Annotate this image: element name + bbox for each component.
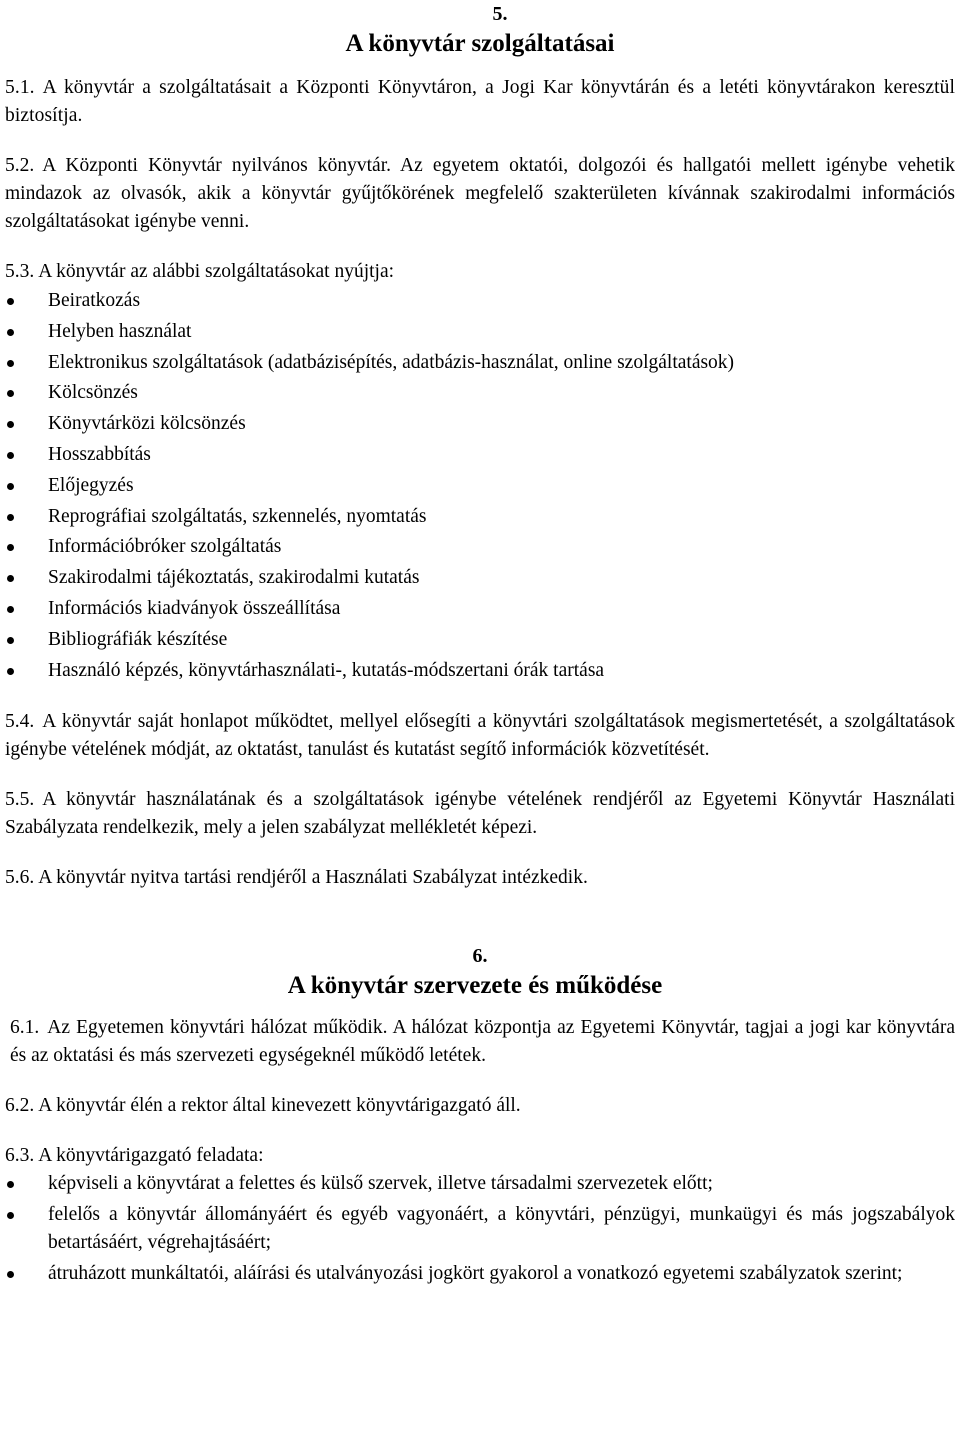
bullet-icon: [7, 668, 14, 675]
list-item: Kölcsönzés: [5, 378, 955, 409]
bullet-icon: [7, 298, 14, 305]
paragraph-5-2: [5, 152, 955, 236]
paragraph-6-3: [5, 1142, 955, 1170]
list-item: átruházott munkáltatói, aláírási és utalványozási jogkört gyakorol a vonatkozó egyetemi szabályzatok szerint;: [5, 1260, 955, 1289]
paragraph-number: 5.3.: [5, 261, 35, 282]
list-item: Használó képzés, könyvtárhasználati-, kutatás-módszertani órák tartása: [5, 656, 955, 687]
bullet-icon: [7, 1212, 14, 1219]
paragraph-text: A könyvtár élén a rektor által kinevezett könyvtárigazgató áll.: [38, 1095, 521, 1117]
list-item: Szakirodalmi tájékoztatás, szakirodalmi kutatás: [5, 563, 955, 594]
bullet-icon: [7, 421, 14, 428]
list-item: Elektronikus szolgáltatások (adatbázisépítés, adatbázis-használat, online szolgáltatások): [5, 348, 955, 379]
paragraph-5-3: [5, 258, 955, 286]
bullet-icon: [7, 452, 14, 459]
paragraph-6-1: [5, 1014, 955, 1070]
bullet-icon: [7, 637, 14, 644]
paragraph-text: A könyvtárigazgató feladata:: [38, 1145, 264, 1167]
bullet-icon: [7, 360, 14, 367]
paragraph-number: 6.3.: [5, 1145, 35, 1167]
chapter-5-number: 5.: [492, 3, 508, 25]
list-item: Helyben használat: [5, 317, 955, 348]
bullet-icon: [7, 390, 14, 397]
paragraph-number: 6.1.: [10, 1017, 40, 1039]
list-item: Információbróker szolgáltatás: [5, 532, 955, 563]
paragraph-text: A könyvtár használatának és a szolgáltatások igénybe vételének rendjéről az Egyetemi Könyvtár Használati Szabályzata rendelkezik, mely a jelen szabályzat mellékletét képezi.: [5, 789, 955, 839]
paragraph-5-5: [5, 786, 955, 842]
bullet-icon: [7, 514, 14, 521]
paragraph-number: 5.5.: [5, 789, 35, 811]
bullet-icon: [7, 575, 14, 582]
paragraph-text: Az Egyetemen könyvtári hálózat működik. A hálózat központja az Egyetemi Könyvtár, tagjai a jogi kar könyvtára és az oktatási és más szervezeti egységeknél működő letétek.: [10, 1017, 955, 1067]
paragraph-number: 5.4.: [5, 711, 35, 733]
paragraph-5-1: [5, 74, 955, 130]
bullet-icon: [7, 483, 14, 490]
list-item: felelős a könyvtár állományáért és egyéb vagyonáért, a könyvtári, pénzügyi, munkaügyi és más jogszabályok betartásáért, végrehajtásáért;: [5, 1201, 955, 1258]
bullet-icon: [7, 544, 14, 551]
list-item: képviseli a könyvtárat a felettes és külső szervek, illetve társadalmi szervezetek előtt;: [5, 1170, 955, 1199]
list-item: Könyvtárközi kölcsönzés: [5, 409, 955, 440]
list-item: Előjegyzés: [5, 471, 955, 502]
paragraph-text: A könyvtár saját honlapot működtet, mellyel elősegíti a könyvtári szolgáltatások megismertetését, a szolgáltatások igénybe vételének módját, az oktatást, tanulást és kutatást segítő információk közvetítését.: [5, 711, 955, 761]
paragraph-text: A könyvtár az alábbi szolgáltatásokat nyújtja:: [38, 261, 395, 282]
chapter-6-number: 6.: [472, 945, 488, 968]
chapter-6-title: A könyvtár szervezete és működése: [287, 972, 663, 1000]
bullet-icon: [7, 329, 14, 336]
paragraph-text: A könyvtár a szolgáltatásait a Központi Könyvtáron, a Jogi Kar könyvtárán és a letéti könyvtárakon keresztül biztosítja.: [5, 77, 955, 126]
paragraph-number: 5.6.: [5, 867, 35, 889]
list-item: Információs kiadványok összeállítása: [5, 594, 955, 625]
bullet-icon: [7, 1181, 14, 1188]
bullet-icon: [7, 606, 14, 613]
list-item: Reprográfiai szolgáltatás, szkennelés, nyomtatás: [5, 502, 955, 533]
paragraph-number: 6.2.: [5, 1095, 35, 1117]
list-item: Hosszabbítás: [5, 440, 955, 471]
bullet-icon: [7, 1271, 14, 1278]
paragraph-text: A Központi Könyvtár nyilvános könyvtár. Az egyetem oktatói, dolgozói és hallgatói mellett igénybe vehetik mindazok az olvasók, akik a könyvtár gyűjtőkörének megfelelő szakterületen kívánnak szakirodalmi információs szolgáltatásokat igénybe venni.: [5, 155, 955, 232]
paragraph-5-4: [5, 708, 955, 764]
duties-list: [5, 1170, 955, 1288]
paragraph-number: 5.1.: [5, 77, 35, 98]
list-item: Bibliográfiák készítése: [5, 625, 955, 656]
paragraph-number: 5.2.: [5, 155, 35, 176]
services-list: [5, 286, 955, 686]
paragraph-5-6: [5, 864, 955, 892]
paragraph-text: A könyvtár nyitva tartási rendjéről a Használati Szabályzat intézkedik.: [38, 867, 588, 889]
paragraph-6-2: [5, 1092, 955, 1120]
chapter-5-title: A könyvtár szolgáltatásai: [345, 30, 615, 57]
list-item: Beiratkozás: [5, 286, 955, 317]
